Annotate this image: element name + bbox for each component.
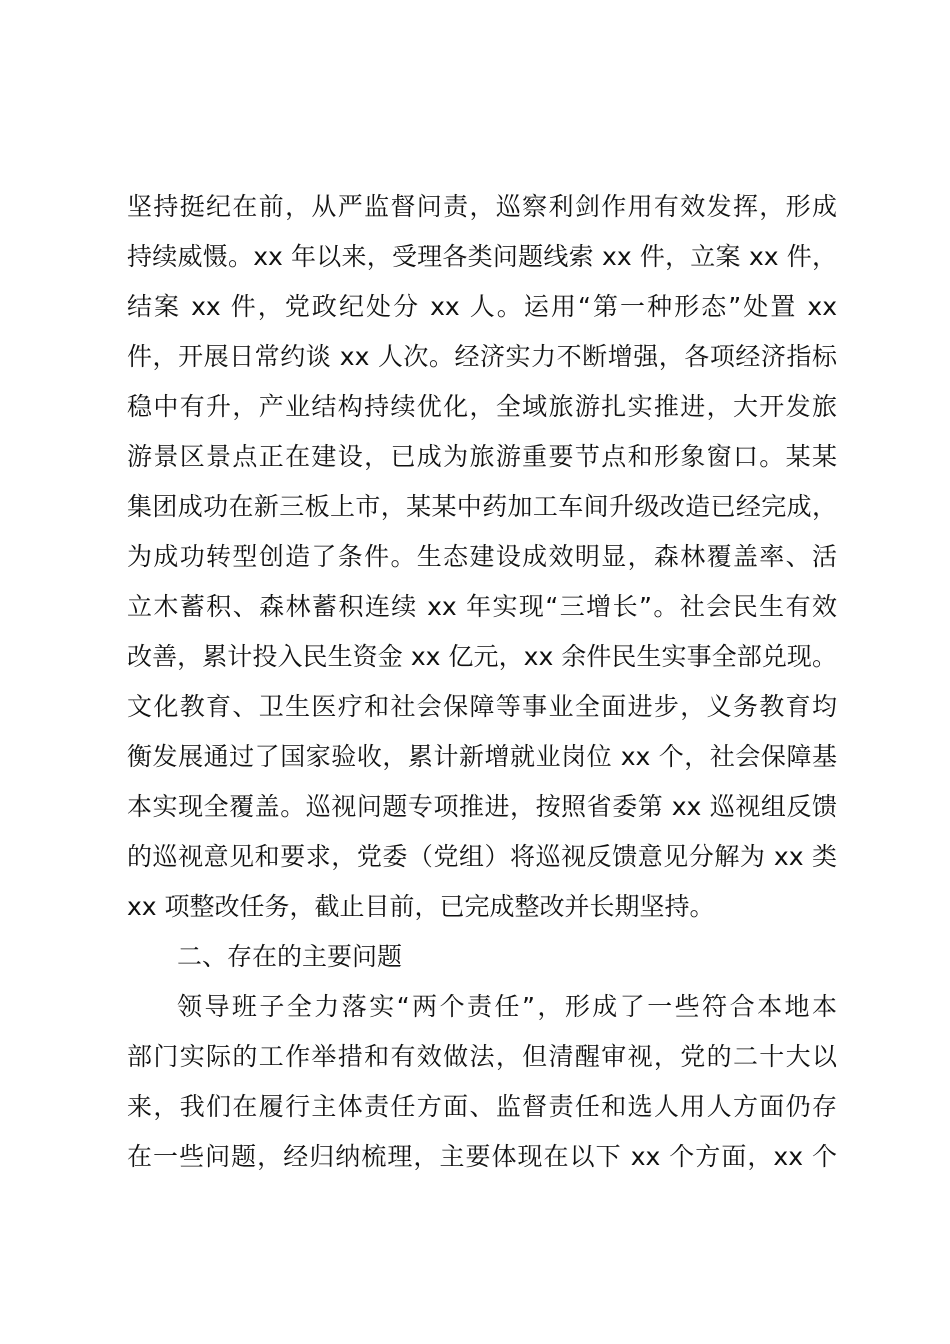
text-line: 的巡视意见和要求，党委（党组）将巡视反馈意见分解为 xx 类 xyxy=(127,842,837,871)
text-line: xx 项整改任务，截止目前，已完成整改并长期坚持。 xyxy=(127,892,715,921)
text-line: 立木蓄积、森林蓄积连续 xx 年实现“三增长”。社会民生有效 xyxy=(127,592,837,621)
text-line: 坚持挺纪在前，从严监督问责，巡察利剑作用有效发挥，形成 xyxy=(127,192,837,221)
text-line: 稳中有升，产业结构持续优化，全域旅游扎实推进，大开发旅 xyxy=(127,392,837,421)
text-line: 衡发展通过了国家验收，累计新增就业岗位 xx 个，社会保障基 xyxy=(127,742,837,771)
text-line: 件，开展日常约谈 xx 人次。经济实力不断增强，各项经济指标 xyxy=(127,342,837,371)
text-line: 部门实际的工作举措和有效做法，但清醒审视，党的二十大以 xyxy=(127,1042,837,1071)
text-line: 游景区景点正在建设，已成为旅游重要节点和形象窗口。某某 xyxy=(127,442,837,471)
text-line: 结案 xx 件，党政纪处分 xx 人。运用“第一种形态”处置 xx xyxy=(127,292,837,321)
text-line: 来，我们在履行主体责任方面、监督责任和选人用人方面仍存 xyxy=(127,1092,837,1121)
text-line: 改善，累计投入民生资金 xx 亿元，xx 余件民生实事全部兑现。 xyxy=(127,642,837,671)
document-body xyxy=(127,182,837,1182)
text-line: 领导班子全力落实“两个责任”，形成了一些符合本地本 xyxy=(177,992,837,1021)
text-line: 本实现全覆盖。巡视问题专项推进，按照省委第 xx 巡视组反馈 xyxy=(127,792,837,821)
text-line: 为成功转型创造了条件。生态建设成效明显，森林覆盖率、活 xyxy=(127,542,837,571)
section-heading: 二、存在的主要问题 xyxy=(177,942,403,971)
text-line: 持续威慑。xx 年以来，受理各类问题线索 xx 件，立案 xx 件， xyxy=(127,242,837,271)
text-line: 集团成功在新三板上市，某某中药加工车间升级改造已经完成， xyxy=(127,492,837,521)
text-line: 文化教育、卫生医疗和社会保障等事业全面进步，义务教育均 xyxy=(127,692,837,721)
text-line: 在一些问题，经归纳梳理，主要体现在以下 xx 个方面，xx 个 xyxy=(127,1142,837,1171)
